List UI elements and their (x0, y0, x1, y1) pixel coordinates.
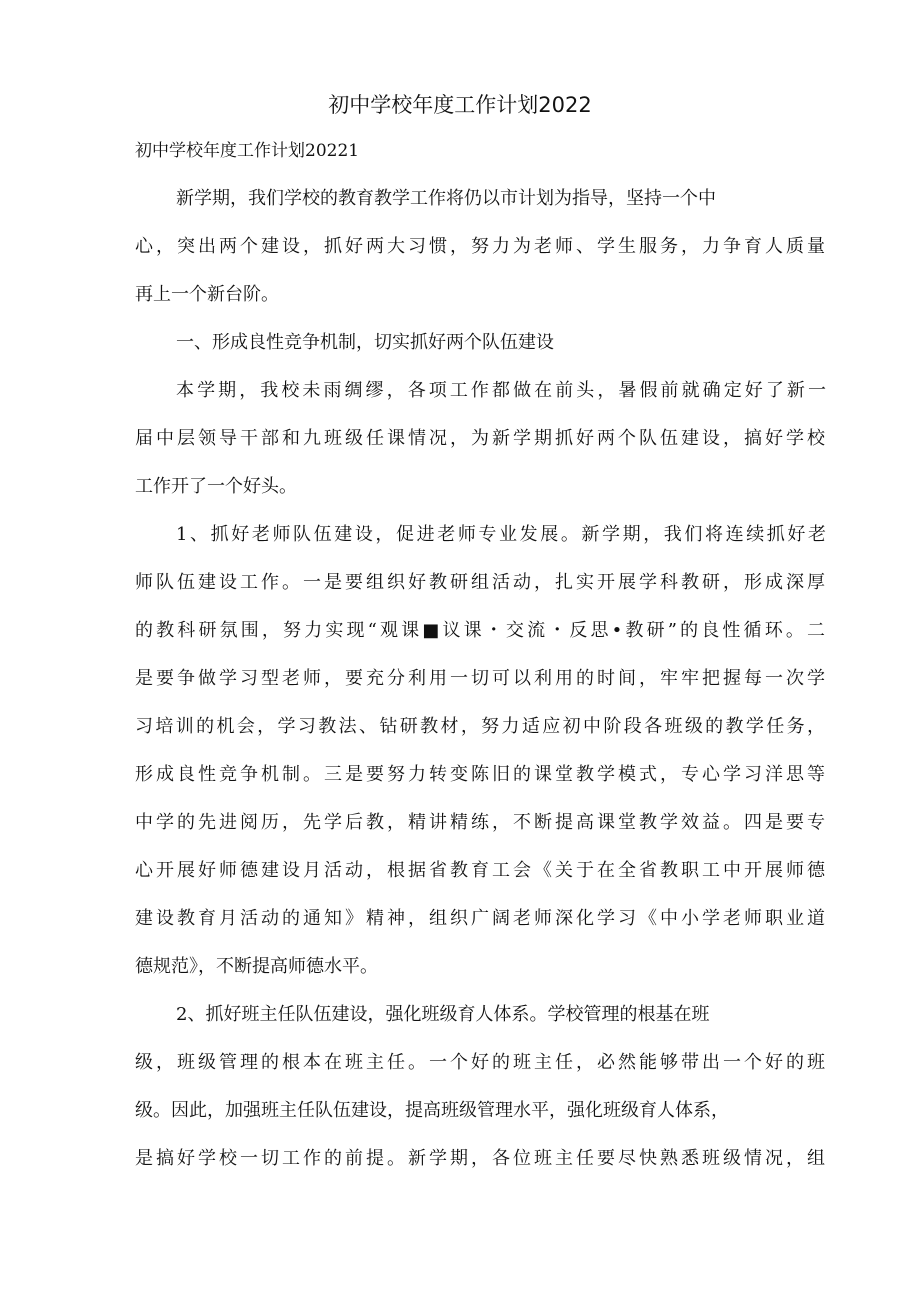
paragraph-line: 心开展好师德建设月活动，根据省教育工会《关于在全省教职工中开展师德 (135, 860, 825, 881)
document-title: 初中学校年度工作计划2022 (328, 93, 592, 117)
section-heading: 一、形成良性竞争机制，切实抓好两个队伍建设 (176, 332, 554, 353)
paragraph-line: 习培训的机会，学习教法、钻研教材，努力适应初中阶段各班级的教学任务， (135, 716, 825, 737)
paragraph-line: 的教科研氛围，努力实现“观课■议课・交流・反思•教研”的良性循环。二 (135, 620, 825, 641)
paragraph-line: 工作开了一个好头。 (135, 476, 297, 497)
paragraph-line: 届中层领导干部和九班级任课情况，为新学期抓好两个队伍建设，搞好学校 (135, 428, 825, 449)
paragraph-line: 是搞好学校一切工作的前提。新学期，各位班主任要尽快熟悉班级情况，组 (135, 1148, 825, 1169)
paragraph-line: 级，班级管理的根本在班主任。一个好的班主任，必然能够带出一个好的班 (135, 1052, 825, 1073)
paragraph-line: 心，突出两个建设，抓好两大习惯，努力为老师、学生服务，力争育人质量 (135, 236, 825, 257)
paragraph-line: 新学期，我们学校的教育教学工作将仍以市计划为指导，坚持一个中 (176, 188, 716, 209)
paragraph-line: 2、抓好班主任队伍建设，强化班级育人体系。学校管理的根基在班 (176, 1004, 710, 1025)
paragraph-line: 本学期，我校未雨绸缪，各项工作都做在前头，暑假前就确定好了新一 (176, 380, 826, 401)
paragraph-line: 级。因此，加强班主任队伍建设，提高班级管理水平，强化班级育人体系， (135, 1100, 729, 1121)
paragraph-line: 形成良性竞争机制。三是要努力转变陈旧的课堂教学模式，专心学习洋思等 (135, 764, 825, 785)
paragraph-line: 师队伍建设工作。一是要组织好教研组活动，扎实开展学科教研，形成深厚 (135, 572, 825, 593)
paragraph-line: 再上一个新台阶。 (135, 284, 279, 305)
paragraph-line: 1、抓好老师队伍建设，促进老师专业发展。新学期，我们将连续抓好老 (176, 524, 826, 545)
paragraph-line: 中学的先进阅历，先学后教，精讲精练，不断提高课堂教学效益。四是要专 (135, 812, 825, 833)
paragraph-line: 德规范》，不断提高师德水平。 (135, 956, 378, 977)
paragraph-line: 是要争做学习型老师，要充分利用一切可以利用的时间，牢牢把握每一次学 (135, 668, 825, 689)
document-subtitle: 初中学校年度工作计划20221 (135, 141, 360, 161)
paragraph-line: 建设教育月活动的通知》精神，组织广阔老师深化学习《中小学老师职业道 (135, 908, 825, 929)
